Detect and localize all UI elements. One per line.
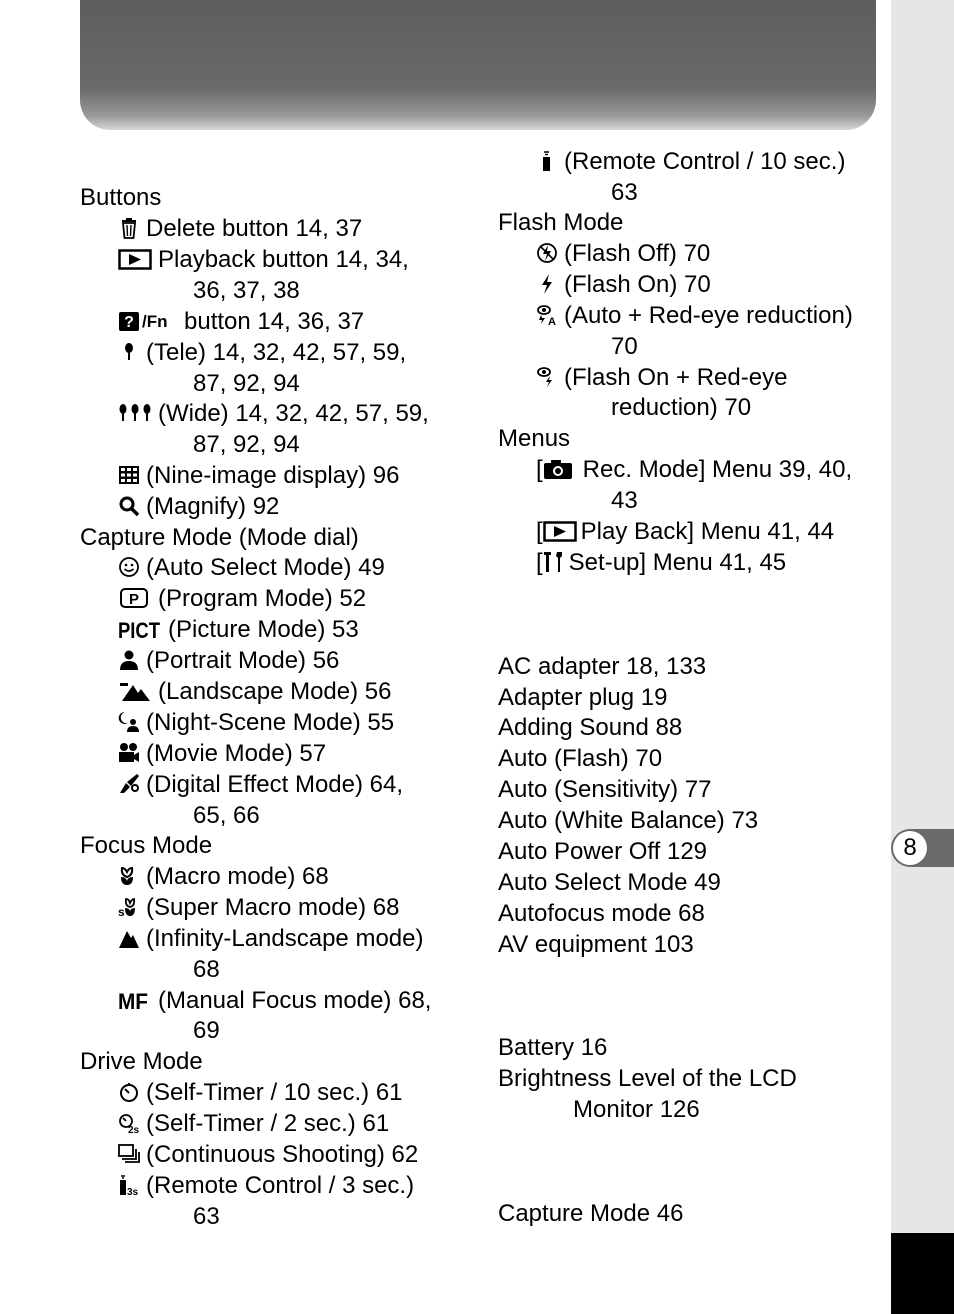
camera-icon — [543, 458, 579, 480]
index-entry-wide: (Wide) 14, 32, 42, 57, 59, — [118, 398, 429, 429]
svg-text:MF: MF — [118, 989, 148, 1014]
index-entry-movie: (Movie Mode) 57 — [118, 738, 326, 769]
index-entry: Adding Sound 88 — [498, 714, 683, 741]
flash-redeye-icon — [536, 366, 558, 388]
index-heading-menus: Menus — [498, 425, 571, 452]
index-entry-continued: 65, 66 — [193, 802, 260, 829]
index-entry: Battery 16 — [498, 1034, 608, 1061]
flash-on-icon — [536, 273, 558, 295]
macro-icon — [118, 865, 140, 887]
infinity-landscape-icon — [118, 927, 140, 949]
continuous-icon — [118, 1143, 140, 1165]
index-entry-manual-focus: MF (Manual Focus mode) 68, — [118, 987, 432, 1014]
playback-menu-icon — [543, 520, 577, 542]
svg-text:2s: 2s — [128, 1125, 140, 1136]
index-entry-night-scene: (Night-Scene Mode) 55 — [118, 707, 394, 738]
magnify-icon — [118, 495, 140, 517]
index-entry-nine-image: (Nine-image display) 96 — [118, 460, 399, 491]
index-entry-help-fn-button: ? /Fn button 14, 36, 37 — [118, 306, 364, 337]
index-heading-drive-mode: Drive Mode — [80, 1048, 203, 1075]
svg-text:P: P — [128, 591, 140, 608]
index-entry: Brightness Level of the LCD — [498, 1065, 797, 1092]
index-entry-continuous: (Continuous Shooting) 62 — [118, 1139, 418, 1170]
index-entry-magnify: (Magnify) 92 — [118, 491, 279, 522]
index-entry-continued: 36, 37, 38 — [193, 277, 300, 304]
auto-redeye-icon — [536, 304, 558, 326]
index-entry-self-timer: (Self-Timer / 10 sec.) 61 — [118, 1077, 403, 1108]
index-entry: AC adapter 18, 133 — [498, 653, 707, 680]
self-timer-icon — [118, 1081, 140, 1103]
digital-effect-icon — [118, 773, 140, 795]
index-entry-tele: (Tele) 14, 32, 42, 57, 59, — [118, 337, 406, 368]
index-entry-continued: 43 — [611, 487, 638, 514]
index-heading-focus-mode: Focus Mode — [80, 832, 213, 859]
index-heading-capture-mode: Capture Mode (Mode dial) — [80, 524, 359, 551]
header-banner — [80, 0, 876, 130]
index-entry-macro: (Macro mode) 68 — [118, 861, 329, 892]
index-entry-self-timer-2s: 2s (Self-Timer / 2 sec.) 61 — [118, 1108, 389, 1139]
svg-text:/Fn: /Fn — [142, 312, 168, 331]
setup-icon — [543, 551, 565, 573]
index-entry-continued: 70 — [611, 333, 638, 360]
self-timer-2s-icon — [118, 1112, 140, 1134]
index-entry-super-macro: s (Super Macro mode) 68 — [118, 894, 400, 921]
side-black-block — [891, 1233, 954, 1314]
pict-icon — [118, 618, 162, 643]
index-entry: Auto (Sensitivity) 77 — [498, 776, 712, 803]
svg-text:PICT: PICT — [118, 618, 161, 643]
index-entry-flash-redeye: (Flash On + Red-eye — [536, 362, 787, 393]
index-entry-play-back-menu: [ Play Back] Menu 41, 44 — [536, 518, 835, 545]
index-entry: Capture Mode 46 — [498, 1200, 684, 1227]
index-entry-remote-3s: 3s (Remote Control / 3 sec.) — [118, 1170, 414, 1201]
index-entry-auto-select: (Auto Select Mode) 49 — [118, 552, 385, 583]
index-entry-continued: reduction) 70 — [611, 394, 752, 421]
index-entry-portrait: (Portrait Mode) 56 — [118, 645, 339, 676]
index-heading-flash-mode: Flash Mode — [498, 209, 624, 236]
index-entry: Auto Power Off 129 — [498, 838, 708, 865]
svg-text:s: s — [118, 905, 125, 919]
index-heading-buttons: Buttons — [80, 184, 162, 211]
tele-icon — [118, 341, 140, 363]
index-entry: Autofocus mode 68 — [498, 900, 705, 927]
help-fn-icon — [118, 310, 178, 332]
manual-focus-icon — [118, 989, 152, 1014]
index-entry-flash-on: (Flash On) 70 — [536, 269, 711, 300]
index-entry-continued: 63 — [611, 179, 638, 206]
index-entry-set-up-menu: [ Set-up] Menu 41, 45 — [536, 549, 787, 576]
index-entry-digital-effect: (Digital Effect Mode) 64, — [118, 769, 403, 800]
remote-icon — [536, 150, 558, 172]
nine-image-icon — [118, 464, 140, 486]
index-entry-program: P (Program Mode) 52 — [118, 583, 366, 614]
index-entry-continued: 87, 92, 94 — [193, 370, 300, 397]
index-entry-playback-button: Playback button 14, 34, — [118, 244, 409, 275]
landscape-icon — [118, 680, 152, 702]
flash-off-icon — [536, 242, 558, 264]
svg-text:?: ? — [124, 314, 134, 331]
super-macro-icon — [118, 896, 140, 918]
index-entry-flash-off: (Flash Off) 70 — [536, 238, 710, 269]
portrait-icon — [118, 649, 140, 671]
index-entry-continued: 87, 92, 94 — [193, 431, 300, 458]
index-entry-picture-mode: PICT (Picture Mode) 53 — [118, 616, 359, 643]
movie-icon — [118, 742, 140, 764]
index-entry-rec-mode-menu: [ Rec. Mode] Menu 39, 40, — [536, 456, 853, 483]
wide-icon — [118, 402, 152, 424]
auto-select-icon — [118, 556, 140, 578]
index-entry: AV equipment 103 — [498, 931, 694, 958]
index-entry: Auto (Flash) 70 — [498, 745, 663, 772]
trash-icon — [118, 217, 140, 239]
program-icon — [118, 587, 152, 609]
index-entry-remote-10s: (Remote Control / 10 sec.) — [536, 146, 845, 177]
index-entry-auto-redeye: A (Auto + Red-eye reduction) — [536, 300, 853, 331]
index-entry: Auto Select Mode 49 — [498, 869, 721, 896]
chapter-number: 8 — [893, 831, 927, 865]
index-entry-continued: 63 — [193, 1203, 220, 1230]
remote-3s-icon — [118, 1174, 140, 1196]
index-entry-delete-button: Delete button 14, 37 — [118, 213, 362, 244]
svg-text:A: A — [548, 316, 556, 328]
index-entry: Adapter plug 19 — [498, 684, 668, 711]
index-entry-continued: Monitor 126 — [573, 1096, 700, 1123]
playback-icon — [118, 248, 152, 270]
index-entry-continued: 68 — [193, 956, 220, 983]
svg-text:3s: 3s — [127, 1187, 139, 1198]
index-entry-infinity-landscape: (Infinity-Landscape mode) — [118, 923, 423, 954]
side-margin-bar — [891, 0, 954, 1314]
night-scene-icon — [118, 711, 140, 733]
index-entry-landscape: (Landscape Mode) 56 — [118, 676, 391, 707]
index-entry-continued: 69 — [193, 1017, 220, 1044]
index-entry: Auto (White Balance) 73 — [498, 807, 759, 834]
